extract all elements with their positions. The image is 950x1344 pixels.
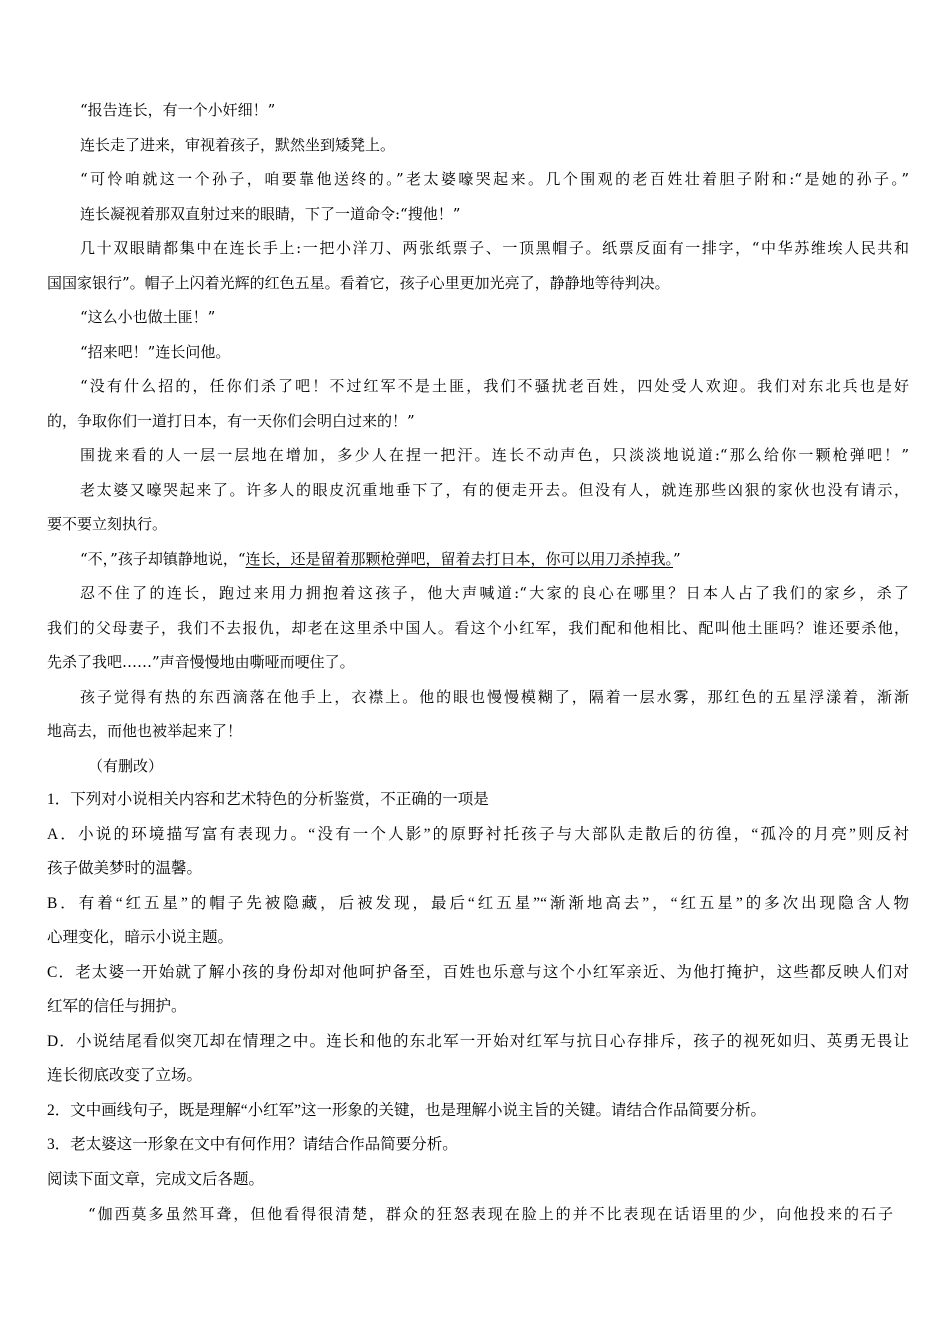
option-d-continued: 连长彻底改变了立场。 xyxy=(47,1067,203,1084)
story-paragraph: “报告连长，有一个小奸细！” xyxy=(80,101,276,119)
option-a: A．小说的环境描写富有表现力。“没有一个人影”的原野衬托孩子与大部队走散后的彷徨，“孤冷的月亮”则反衬 xyxy=(47,826,909,843)
story-paragraph: “招来吧！”连长问他。 xyxy=(80,343,231,361)
text-before-underline: “不，”孩子却镇静地说，“ xyxy=(80,550,246,568)
story-paragraph: “可怜咱就这一个孙子，咱要靠他送终的。”老太婆嚎哭起来。几个围观的老百姓壮着胆子附和:“是她的孙子。” xyxy=(80,170,909,188)
option-c-continued: 红军的信任与拥护。 xyxy=(47,998,187,1015)
story-paragraph: 连长凝视着那双直射过来的眼睛，下了一道命令:“搜他！” xyxy=(80,205,461,223)
story-paragraph-continued: 地高去，而他也被举起来了！ xyxy=(47,722,243,740)
story-paragraph-continued: 先杀了我吧……”声音慢慢地由嘶哑而哽住了。 xyxy=(47,653,355,671)
story-paragraph: “这么小也做土匪！” xyxy=(80,308,216,326)
option-b-continued: 心理变化，暗示小说主题。 xyxy=(47,929,234,946)
story-paragraph-continued: 的，争取你们一道打日本，有一天你们会明白过来的！” xyxy=(47,412,415,430)
story-paragraph-continued: 要不要立刻执行。 xyxy=(47,515,168,533)
story-paragraph-continued: 国国家银行”。帽子上闪着光辉的红色五星。看着它，孩子心里更加光亮了，静静地等待判决。 xyxy=(47,274,670,292)
story-paragraph-with-underline xyxy=(80,549,909,569)
option-d: D．小说结尾看似突兀却在情理之中。连长和他的东北军一开始对红军与抗日心存排斥，孩子的视死如归、英勇无畏让 xyxy=(47,1033,909,1050)
story-paragraph: 连长走了进来，审视着孩子，默然坐到矮凳上。 xyxy=(80,136,396,154)
story-paragraph-continued: 我们的父母妻子，我们不去报仇，却老在这里杀中国人。看这个小红军，我们配和他相比、配叫他土匪吗？谁还要杀他， xyxy=(47,619,909,637)
text-after-underline: ” xyxy=(673,550,681,568)
story-paragraph: “没有什么招的，任你们杀了吧！不过红军不是土匪，我们不骚扰老百姓，四处受人欢迎。我们对东北兵也是好 xyxy=(80,377,909,395)
edit-note: （有删改） xyxy=(88,757,164,775)
reading-instruction: 阅读下面文章，完成文后各题。 xyxy=(47,1171,265,1188)
story-paragraph: 几十双眼睛都集中在连长手上:一把小洋刀、两张纸票子、一顶黑帽子。纸票反面有一排字，“中华苏维埃人民共和 xyxy=(80,239,909,257)
story-paragraph: 老太婆又嚎哭起来了。许多人的眼皮沉重地垂下了，有的便走开去。但没有人，就连那些凶狠的家伙也没有请示， xyxy=(80,481,909,499)
story-paragraph: 孩子觉得有热的东西滴落在他手上，衣襟上。他的眼也慢慢模糊了，隔着一层水雾，那红色的五星浮漾着，渐渐 xyxy=(80,688,909,706)
story-paragraph: 忍不住了的连长，跑过来用力拥抱着这孩子，他大声喊道:“大家的良心在哪里？日本人占了我们的家乡，杀了 xyxy=(80,584,909,602)
question-3: 3．老太婆这一形象在文中有何作用？请结合作品简要分析。 xyxy=(47,1136,458,1153)
underlined-sentence: 连长，还是留着那颗枪弹吧，留着去打日本，你可以用刀杀掉我。 xyxy=(245,550,674,568)
option-a-continued: 孩子做美梦时的温馨。 xyxy=(47,860,203,877)
question-2: 2．文中画线句子，既是理解“小红军”这一形象的关键，也是理解小说主旨的关键。请结合作品简要分析。 xyxy=(47,1102,767,1119)
story-paragraph: 围拢来看的人一层一层地在增加，多少人在捏一把汗。连长不动声色，只淡淡地说道:“那么给你一颗枪弹吧！” xyxy=(80,446,909,464)
option-c: C．老太婆一开始就了解小孩的身份却对他呵护备至，百姓也乐意与这个小红军亲近、为他打掩护，这些都反映人们对 xyxy=(47,964,909,981)
question-1: 1．下列对小说相关内容和艺术特色的分析鉴赏，不正确的一项是 xyxy=(47,791,489,808)
option-b: B．有着“红五星”的帽子先被隐藏，后被发现，最后“红五星”“渐渐地高去”，“红五星”的多次出现隐含人物 xyxy=(47,895,909,912)
story-paragraph: “伽西莫多虽然耳聋，但他看得很清楚，群众的狂怒表现在脸上的并不比表现在话语里的少，向他投来的石子 xyxy=(88,1205,893,1223)
